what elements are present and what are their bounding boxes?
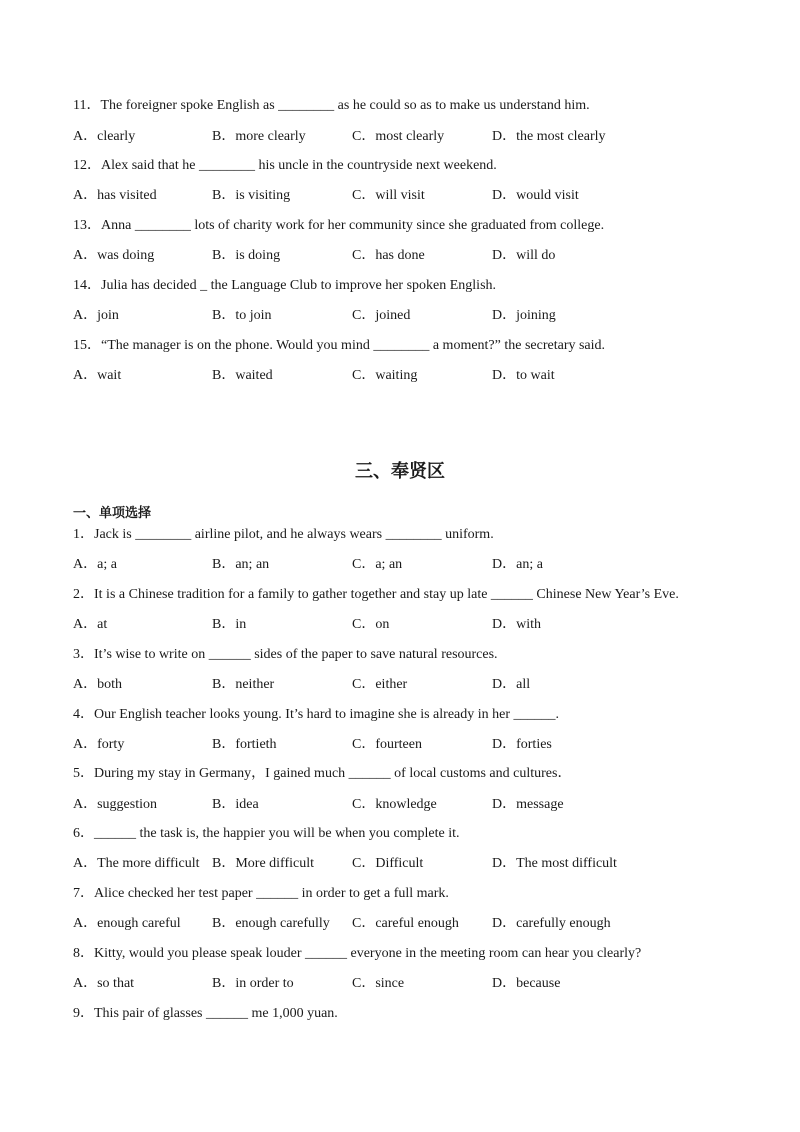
option-d: D．because <box>492 976 561 991</box>
question-stem-11: 11．The foreigner spoke English as ________ as he could so as to make us understand him. <box>73 98 590 113</box>
option-d: D．with <box>492 617 541 632</box>
option-a: A．so that <box>73 976 135 991</box>
option-a: A．join <box>73 308 119 323</box>
question-options-15 <box>73 367 753 385</box>
option-b: B．neither <box>212 677 275 692</box>
option-c: C．either <box>352 677 408 692</box>
question-stem-8: 8．Kitty, would you please speak louder ______ everyone in the meeting room can hear you clearly? <box>73 946 642 961</box>
question-options-11 <box>73 128 753 146</box>
option-d: D．carefully enough <box>492 916 611 931</box>
option-b: B．to join <box>212 308 272 323</box>
option-d: D．message <box>492 797 564 812</box>
option-d: D．an; a <box>492 557 543 572</box>
section-title: 三、奉贤区 <box>355 461 445 482</box>
question-options-8 <box>73 975 753 993</box>
question-options-2 <box>73 616 753 634</box>
option-c: C．will visit <box>352 188 425 203</box>
option-a: A．clearly <box>73 129 136 144</box>
option-d: D．The most difficult <box>492 856 617 871</box>
option-c: C．joined <box>352 308 411 323</box>
question-stem-14: 14．Julia has decided _ the Language Club to improve her spoken English. <box>73 278 497 293</box>
option-c: C．fourteen <box>352 737 422 752</box>
question-options-3 <box>73 676 753 694</box>
option-a: A．at <box>73 617 108 632</box>
question-options-14 <box>73 307 753 325</box>
question-stem-13: 13．Anna ________ lots of charity work for her community since she graduated from college. <box>73 218 605 233</box>
option-c: C．Difficult <box>352 856 424 871</box>
option-c: C．on <box>352 617 390 632</box>
option-a: A．a; a <box>73 557 117 572</box>
option-a: A．was doing <box>73 248 155 263</box>
option-c: C．waiting <box>352 368 418 383</box>
option-b: B．in <box>212 617 247 632</box>
option-b: B．idea <box>212 797 259 812</box>
option-c: C．knowledge <box>352 797 437 812</box>
question-stem-4: 4．Our English teacher looks young. It’s hard to imagine she is already in her ______. <box>73 707 560 722</box>
option-a: A．both <box>73 677 122 692</box>
option-d: D．all <box>492 677 531 692</box>
question-stem-2: 2．It is a Chinese tradition for a family to gather together and stay up late ______ Chinese New Year’s Eve. <box>73 587 679 602</box>
question-options-5 <box>73 796 753 814</box>
option-d: D．the most clearly <box>492 129 606 144</box>
option-c: C．careful enough <box>352 916 459 931</box>
option-c: C．has done <box>352 248 425 263</box>
question-options-6 <box>73 855 753 873</box>
option-a: A．The more difficult <box>73 856 200 871</box>
option-c: C．a; an <box>352 557 403 572</box>
option-b: B．fortieth <box>212 737 277 752</box>
option-d: D．would visit <box>492 188 579 203</box>
question-stem-9: 9．This pair of glasses ______ me 1,000 yuan. <box>73 1006 338 1021</box>
option-b: B．is doing <box>212 248 281 263</box>
option-a: A．wait <box>73 368 122 383</box>
option-b: B．waited <box>212 368 273 383</box>
question-stem-7: 7．Alice checked her test paper ______ in order to get a full mark. <box>73 886 449 901</box>
option-b: B．More difficult <box>212 856 315 871</box>
question-options-7 <box>73 915 753 933</box>
question-stem-5: 5．During my stay in Germany，I gained much ______ of local customs and cultures． <box>73 766 572 781</box>
question-stem-1: 1．Jack is ________ airline pilot, and he always wears ________ uniform. <box>73 527 494 542</box>
question-options-1 <box>73 556 753 574</box>
option-c: C．since <box>352 976 405 991</box>
question-options-4 <box>73 736 753 754</box>
option-d: D．joining <box>492 308 556 323</box>
option-d: D．will do <box>492 248 556 263</box>
option-a: A．enough careful <box>73 916 181 931</box>
option-d: D．forties <box>492 737 552 752</box>
option-b: B．is visiting <box>212 188 291 203</box>
question-stem-3: 3．It’s wise to write on ______ sides of the paper to save natural resources. <box>73 647 498 662</box>
option-a: A．suggestion <box>73 797 157 812</box>
option-a: A．forty <box>73 737 125 752</box>
option-c: C．most clearly <box>352 129 445 144</box>
question-stem-6: 6．______ the task is, the happier you will be when you complete it. <box>73 826 460 841</box>
option-b: B．an; an <box>212 557 270 572</box>
option-a: A．has visited <box>73 188 157 203</box>
question-options-13 <box>73 247 753 265</box>
subsection-title: 一、单项选择 <box>73 506 152 521</box>
option-b: B．more clearly <box>212 129 306 144</box>
question-stem-15: 15．“The manager is on the phone. Would you mind ________ a moment?” the secretary said. <box>73 338 606 353</box>
question-options-12 <box>73 187 753 205</box>
option-b: B．enough carefully <box>212 916 330 931</box>
option-b: B．in order to <box>212 976 294 991</box>
question-stem-12: 12．Alex said that he ________ his uncle in the countryside next weekend. <box>73 158 497 173</box>
option-d: D．to wait <box>492 368 555 383</box>
